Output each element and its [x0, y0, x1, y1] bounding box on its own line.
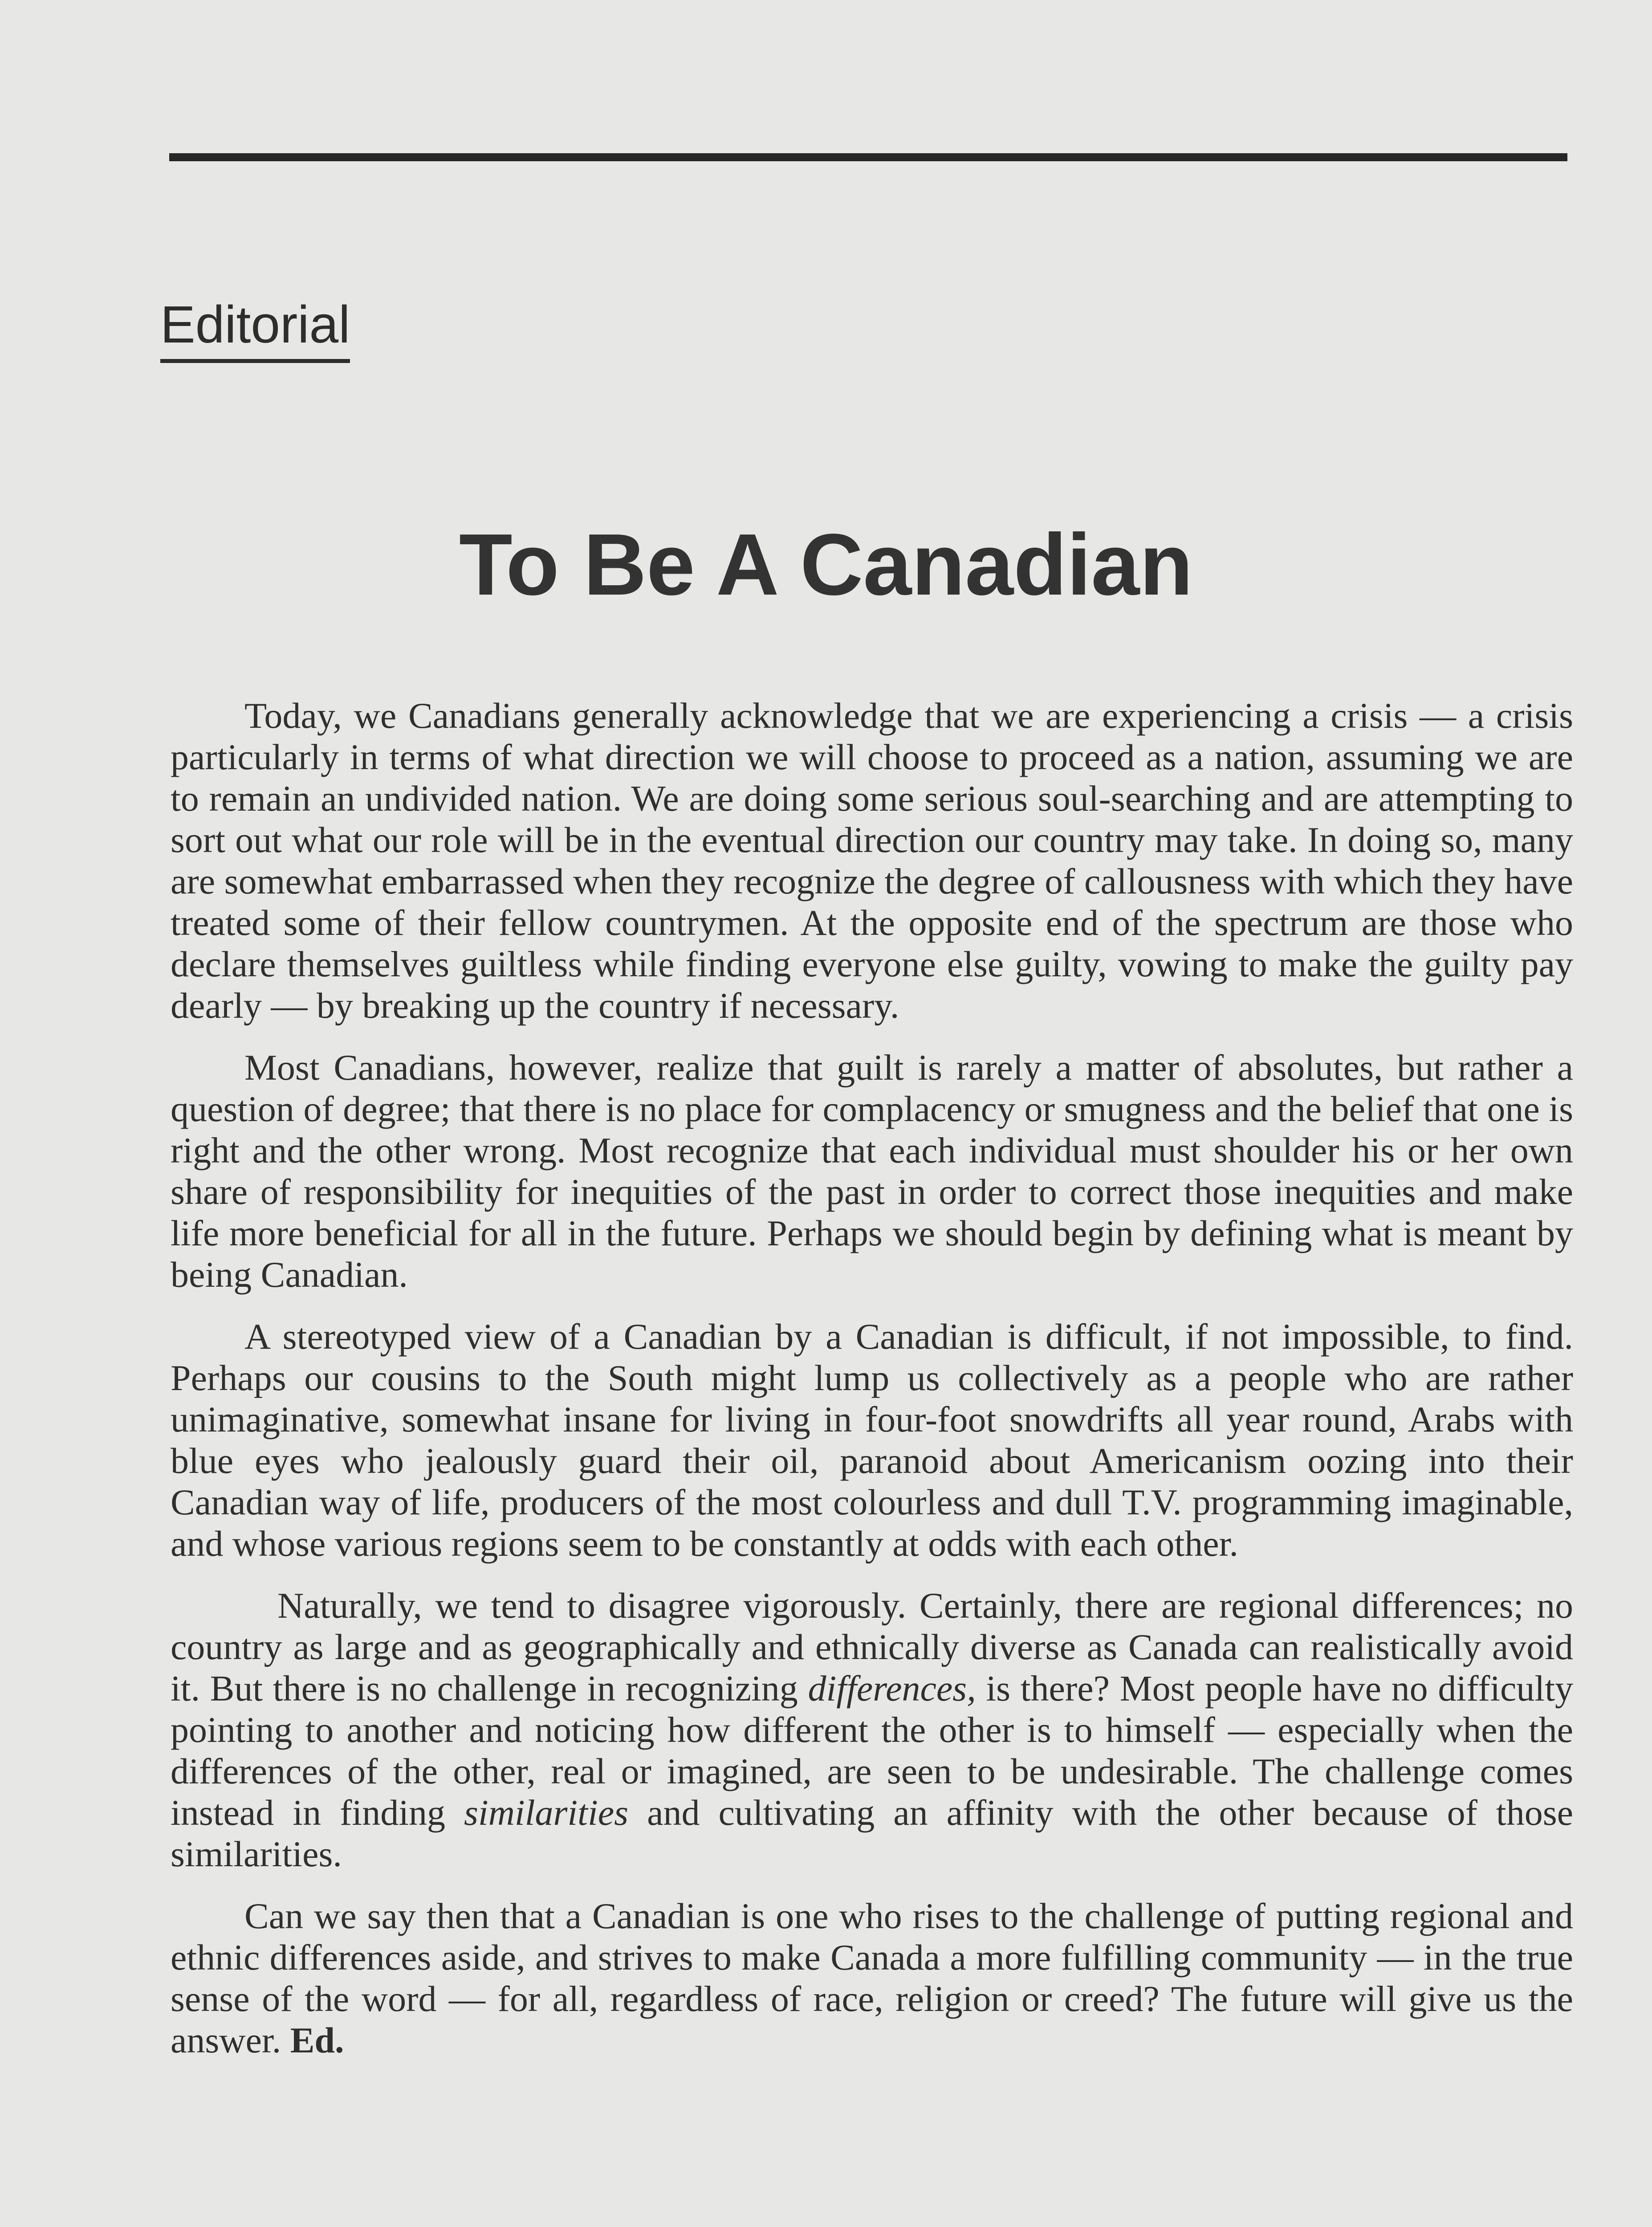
paragraph-4-text-a: Naturally, we tend to disagree vigorously. Certainly, there are regional differences; no country as large and as geographically and ethnically diverse as Canada can realistically avoid it. But there is no challenge in recognizing	[171, 1585, 1573, 1709]
paragraph-5-text: Can we say then that a Canadian is one who rises to the challenge of putting regional and ethnic differences aside, and strives to make Canada a more fulfilling community — in the true sense of the word — for all, regardless of race, religion or creed? The future will give us the answer.	[171, 1896, 1573, 2060]
paragraph-4	[171, 1585, 1573, 1875]
top-rule	[169, 153, 1567, 161]
paragraph-5	[171, 1895, 1573, 2061]
editor-signature: Ed.	[290, 2020, 344, 2060]
paragraph-4-text-e: and cultivating an affinity with the other because of those similarities.	[171, 1792, 1573, 1874]
paragraph-4-text-c: is there? Most people have no difficulty pointing to another and noticing how different the other is to himself — especially when the differences of the other, real or imagined, are seen to be undesirable. The challenge comes instead in finding	[171, 1668, 1573, 1833]
emphasis-differences: differences,	[808, 1668, 976, 1709]
paragraph-2: Most Canadians, however, realize that guilt is rarely a matter of absolutes, but rather a question of degree; that there is no place for complacency or smugness and the belief that one is right and the other wrong. Most recognize that each individual must shoulder his or her own share of responsibility for inequities of the past in order to correct those inequities and make life more beneficial for all in the future. Perhaps we should begin by defining what is meant by being Canadian.	[171, 1047, 1573, 1295]
paragraph-3: A stereotyped view of a Canadian by a Canadian is difficult, if not impossible, to find. Perhaps our cousins to the South might lump us collectively as a people who are rather unimaginative, somewhat insane for living in four-foot snowdrifts all year round, Arabs with blue eyes who jealously guard their oil, paranoid about Americanism oozing into their Canadian way of life, producers of the most colourless and dull T.V. programming imaginable, and whose various regions seem to be constantly at odds with each other.	[171, 1316, 1573, 1564]
emphasis-similarities: similarities	[464, 1792, 629, 1833]
article-body	[171, 695, 1573, 2081]
paragraph-1: Today, we Canadians generally acknowledge that we are experiencing a crisis — a crisis particularly in terms of what direction we will choose to proceed as a nation, assuming we are to remain an undivided nation. We are doing some serious soul-searching and are attempting to sort out what our role will be in the eventual direction our country may take. In doing so, many are somewhat embarrassed when they recognize the degree of callousness with which they have treated some of their fellow countrymen. At the opposite end of the spectrum are those who declare themselves guiltless while finding everyone else guilty, vowing to make the guilty pay dearly — by breaking up the country if necessary.	[171, 695, 1573, 1026]
section-label: Editorial	[160, 298, 350, 363]
article-title: To Be A Canadian	[459, 516, 1193, 613]
